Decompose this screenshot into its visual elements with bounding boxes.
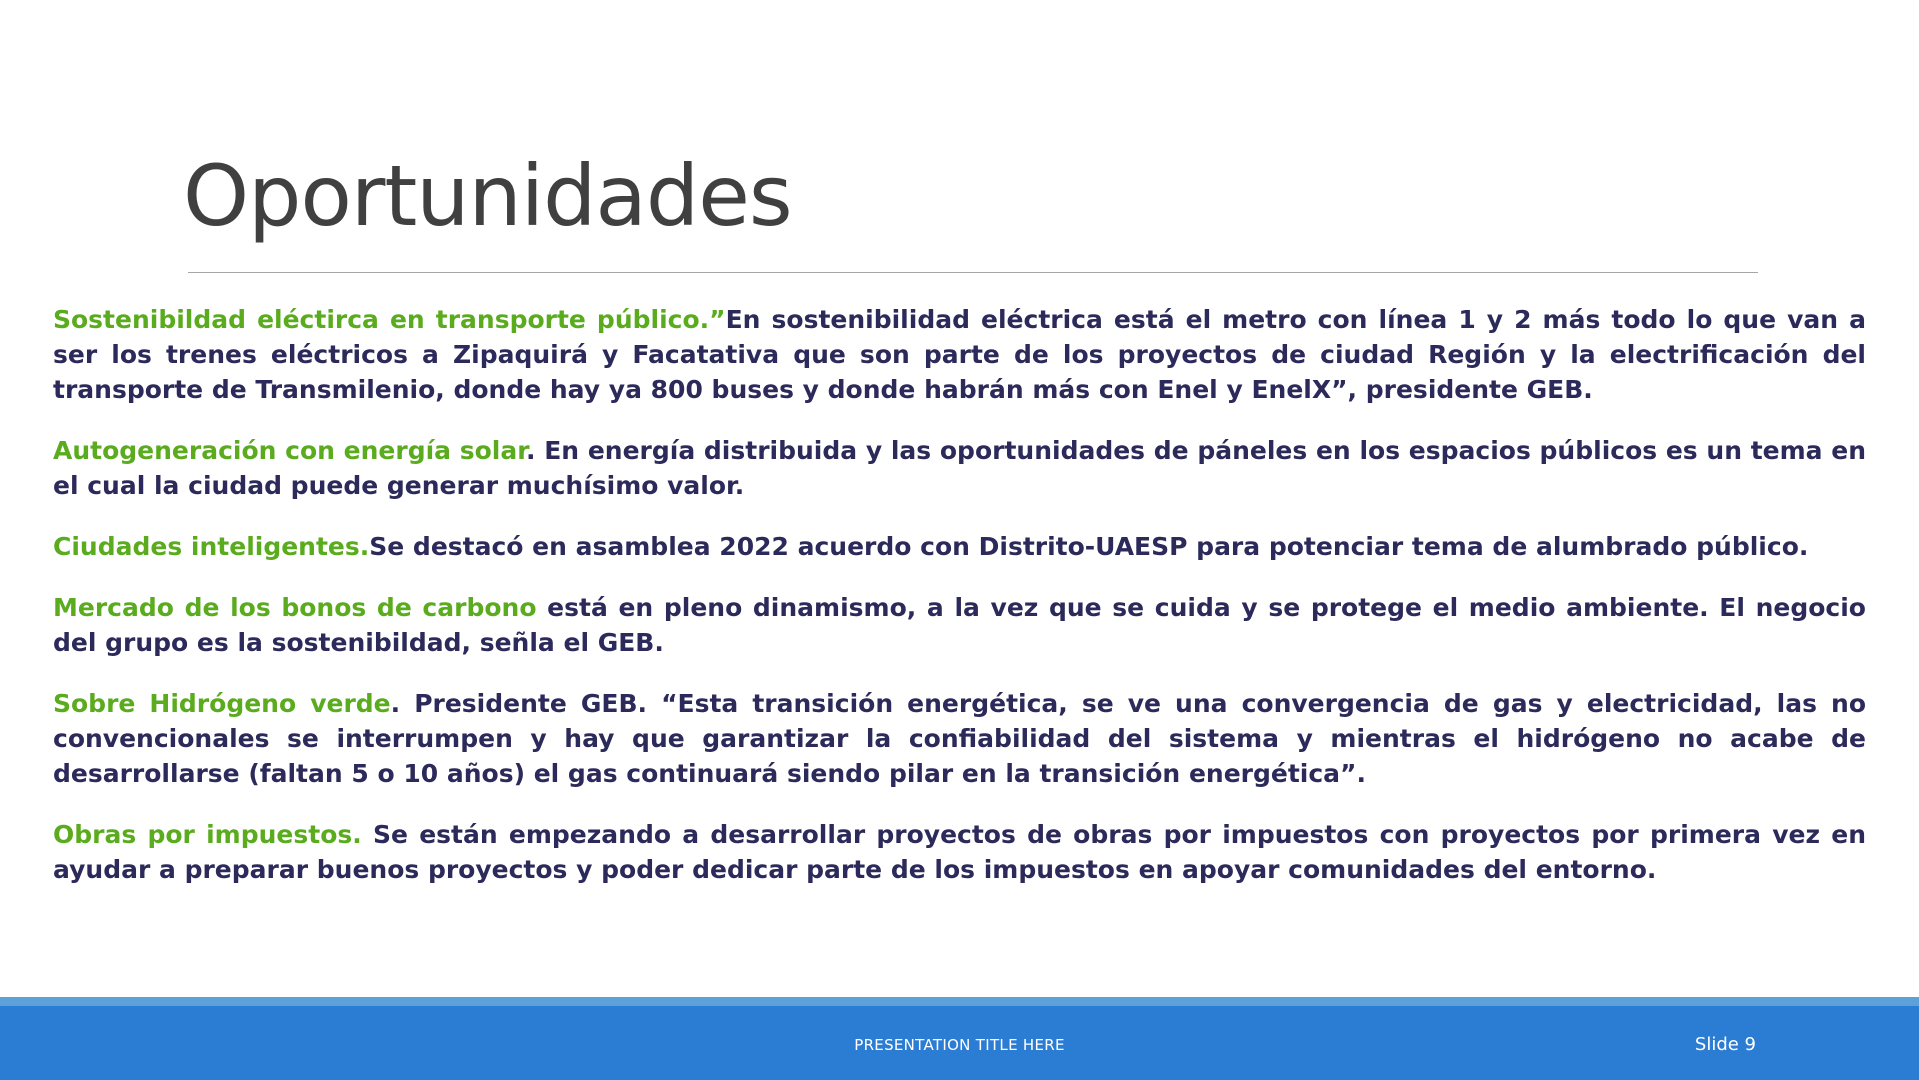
- paragraph-obras: [53, 817, 1866, 887]
- paragraph-text: . Presidente GEB. “Esta transición energética, se ve una convergencia de gas y electricidad, las no convencionales se interrumpen y hay que garantizar la confiabilidad del sistema y mientras el hidrógeno no acabe de desarrollarse (faltan 5 o 10 años) el gas continuará siendo pilar en la transición energética”.: [53, 689, 1866, 788]
- paragraph-text: está en pleno dinamismo, a la vez que se cuida y se protege el medio ambiente. El negocio del grupo es la sostenibildad, señla el GEB.: [53, 593, 1866, 657]
- paragraph-text: Se destacó en asamblea 2022 acuerdo con Distrito-UAESP para potenciar tema de alumbrado público.: [369, 532, 1809, 561]
- paragraph-lead: Mercado de los bonos de carbono: [53, 593, 537, 622]
- footer-accent-band: [0, 997, 1919, 1006]
- paragraph-ciudades: [53, 529, 1866, 564]
- paragraph-hidrogeno: [53, 686, 1866, 791]
- slide-number: Slide 9: [1694, 1034, 1756, 1055]
- title-divider: [188, 272, 1758, 273]
- paragraph-lead: Sostenibildad eléctirca en transporte público.”: [53, 305, 726, 334]
- paragraph-bonos: [53, 590, 1866, 660]
- slide-footer: [0, 1006, 1919, 1080]
- paragraph-solar: [53, 433, 1866, 503]
- paragraph-lead: Ciudades inteligentes.: [53, 532, 370, 561]
- paragraph-text: Se están empezando a desarrollar proyectos de obras por impuestos con proyectos por primera vez en ayudar a preparar buenos proyectos y poder dedicar parte de los impuestos en apoyar comunidades del entorno.: [53, 820, 1867, 884]
- paragraph-lead: Autogeneración con energía solar: [53, 436, 527, 465]
- slide-content: [53, 302, 1866, 913]
- paragraph-text: . En energía distribuida y las oportunidades de páneles en los espacios públicos es un tema en el cual la ciudad puede generar muchísimo valor.: [53, 436, 1867, 500]
- paragraph-lead: Obras por impuestos.: [53, 820, 362, 849]
- paragraph-text: En sostenibilidad eléctrica está el metro con línea 1 y 2 más todo lo que van a ser los trenes eléctricos a Zipaquirá y Facatativa que son parte de los proyectos de ciudad Región y la electrificación del transporte de Transmilenio, donde hay ya 800 buses y donde habrán más con Enel y EnelX”, presidente GEB.: [53, 305, 1866, 404]
- footer-presentation-title: PRESENTATION TITLE HERE: [854, 1036, 1065, 1054]
- paragraph-lead: Sobre Hidrógeno verde: [53, 689, 391, 718]
- paragraph-transporte: [53, 302, 1866, 407]
- slide-title: Oportunidades: [183, 147, 792, 245]
